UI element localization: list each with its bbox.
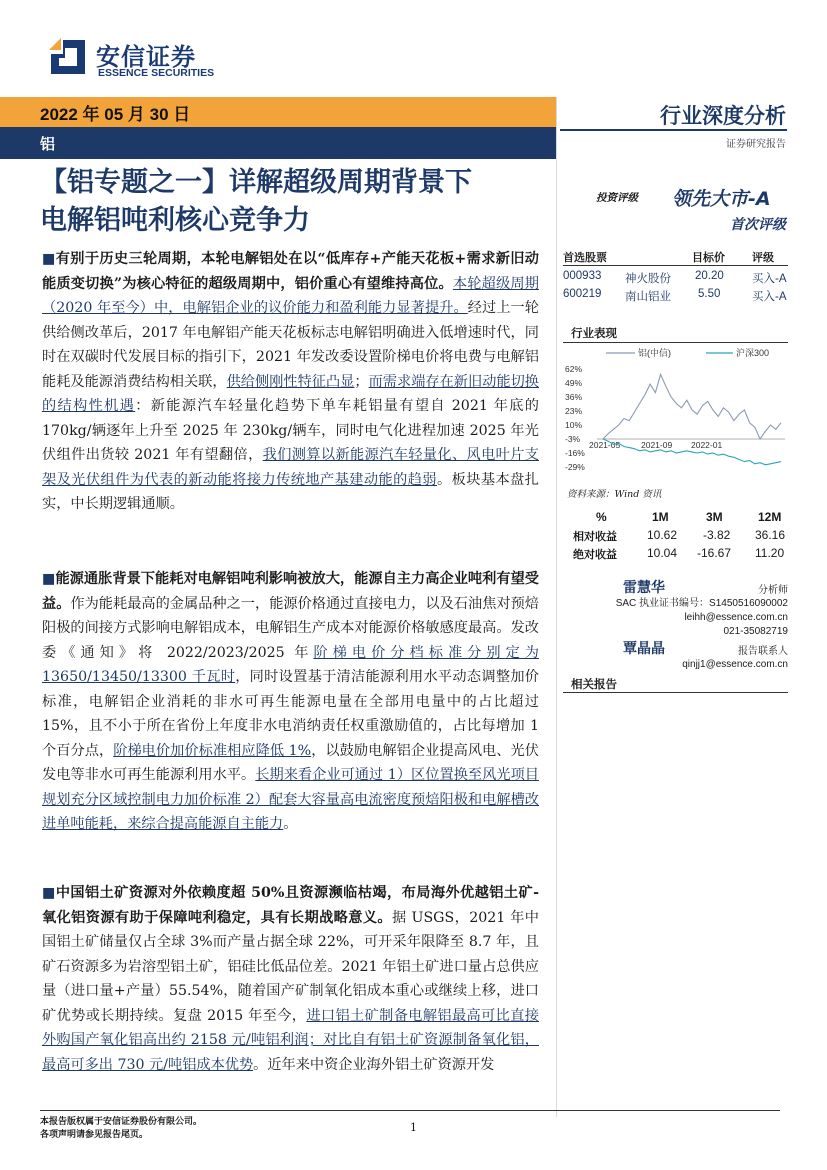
bullet-icon: ■	[42, 571, 56, 587]
footer-disclaimer	[40, 1116, 202, 1142]
related-rule	[563, 692, 788, 693]
series-line-aluminum	[603, 374, 781, 439]
text-span: ；对比自有铝土矿资源制备氧化铝，最高可多出 730 元/吨铝成本优势	[42, 1032, 539, 1073]
stocks-col-header: 首选股票	[563, 252, 607, 264]
y-tick-label: 62%	[565, 364, 583, 374]
table-header: %	[596, 510, 607, 524]
table-cell: 10.62	[647, 528, 678, 542]
legend-label-hs300: 沪深300	[736, 348, 770, 358]
column-divider	[556, 97, 557, 1117]
stock-rating: 买入-A	[752, 291, 787, 303]
rating-note: 首次评级	[730, 217, 786, 233]
text-span: ，以鼓励电解铝企业提高风电、光伏发电等非水可再生能源利用水平。	[42, 742, 539, 783]
analyst-header	[563, 577, 788, 597]
table-cell: 36.16	[755, 528, 786, 542]
text-span: 而需求端存在新旧动能切换的结构性机遇	[42, 373, 539, 414]
table-header: 1M	[652, 510, 669, 524]
legend-label-aluminum: 铝(中信)	[638, 348, 671, 358]
performance-chart	[563, 343, 788, 485]
data-source: 资料来源：Wind 资讯	[567, 489, 662, 500]
x-tick-label: 2021-05	[589, 440, 621, 450]
text-span: 进口铝土矿制备电解铝最高可比直接外购国产氧化铝高出约 2158 元/吨铝利润	[42, 1007, 539, 1048]
table-row	[563, 528, 788, 546]
footer-rule	[40, 1110, 780, 1111]
row-label: 绝对收益	[573, 548, 617, 561]
text-span: 作为能耗最高的金属品种之一，能源价格通过直接电力，以及石油焦对预焙阳极的间接方式影响电解铝成本，电解铝生产成本对能源价格敏感度最高。	[42, 595, 539, 636]
title-line-2: 电解铝吨利核心竞争力	[40, 205, 310, 236]
paragraph-lead: 有别于历史三轮周期，本轮电解铝处在以“低库存+产能天花板+需求新旧动能质变切换”为核心特征的超级周期中，铝价重心有望维持高位。	[42, 251, 539, 292]
stocks-col-header: 目标价	[692, 252, 725, 264]
stock-target: 5.50	[698, 288, 721, 300]
analyst-role: 分析师	[758, 585, 788, 596]
text-span: 经过上一轮供给侧改革后，2017 年电解铝产能天花板标志电解铝明确进入低增速时代，同时在双碳时代发展目标的指引下，2021 年发改委设置阶梯电价将电费与电解铝能耗及能源消费结构相关联，	[42, 300, 539, 390]
row-label: 相对收益	[573, 530, 617, 543]
analyst-phone: 021-35082719	[723, 626, 788, 637]
stocks-col-header: 评级	[752, 252, 774, 264]
stock-code: 600219	[563, 288, 602, 300]
performance-header-row	[563, 510, 788, 528]
contact-email[interactable]: qinjj1@essence.com.cn	[682, 659, 788, 670]
table-header: 3M	[706, 510, 723, 524]
contact-block	[563, 638, 788, 672]
bullet-icon: ■	[42, 251, 56, 267]
table-row	[563, 546, 788, 564]
contact-header	[563, 638, 788, 658]
stocks-rule	[563, 265, 788, 266]
stock-target: 20.20	[695, 270, 724, 282]
text-span: 据 USGS，2021 年中国铝土矿储量仅占全球 3%而产量占据全球 22%，可开采年限降至 8.7 年，且矿石资源多为岩溶型铝土矿，铝硅比低品位差。2021 年铝土矿进口量占总供应量（进口量+产量）55.54%，随着国产矿制氧化铝成本重心或继续上移，进口矿优势或长期持续。复盘 2015 年至今，	[42, 909, 539, 1024]
logo-icon	[47, 36, 87, 76]
stock-row	[563, 288, 788, 306]
company-logo-english: ESSENCE SECURITIES	[98, 67, 215, 79]
text-span: ；	[354, 373, 369, 390]
analyst-block	[563, 577, 788, 639]
text-span: 。	[283, 816, 298, 832]
analyst-name: 雷慧华	[623, 580, 665, 596]
text-span: 阶梯电价加价标准相应降低 1%	[113, 742, 312, 759]
industry-label: 铝	[40, 135, 56, 153]
text-span: 。板块基本盘扎实，中长期逻辑通顺。	[42, 471, 539, 512]
text-span: 供给侧刚性特征凸显	[226, 373, 355, 390]
table-cell: -3.82	[703, 528, 731, 542]
x-tick-label: 2022-01	[691, 440, 723, 450]
table-cell: 11.20	[755, 546, 785, 560]
report-subtype: 证券研究报告	[726, 139, 786, 150]
text-span: 本轮超级周期（2020 年至今）中，电解铝企业的议价能力和盈利能力显著提升。	[42, 275, 539, 316]
stock-name: 南山铝业	[625, 291, 671, 303]
y-tick-label: 49%	[565, 378, 583, 388]
table-cell: -16.67	[697, 546, 732, 560]
rating-value: 领先大市-A	[672, 188, 771, 210]
text-span: 长期来看企业可通过 1）区位置换至风光项目规划充分区域控制电力加价标准 2）配套大容量高电流密度预焙阳极和电解槽改进单吨能耗，来综合提高能源自主能力	[42, 767, 539, 832]
y-tick-label: 10%	[565, 420, 583, 430]
page-number: 1	[410, 1121, 417, 1134]
table-header: 12M	[758, 510, 782, 524]
industry-performance-title: 行业表现	[571, 328, 617, 340]
bullet-icon: ■	[42, 885, 56, 901]
stock-code: 000933	[563, 270, 602, 282]
text-span: 发改委《通知》将 2022/2023/2025 年	[42, 620, 539, 661]
table-cell: 10.04	[647, 546, 678, 560]
stock-name: 神火股份	[625, 273, 671, 285]
paragraph-3	[42, 881, 539, 1077]
contact-name: 覃晶晶	[623, 641, 665, 657]
title-line-1: 【铝专题之一】详解超级周期背景下	[40, 167, 472, 198]
related-reports-title: 相关报告	[571, 679, 617, 691]
stock-row	[563, 270, 788, 288]
x-tick-label: 2021-09	[641, 440, 673, 450]
report-type-rule	[560, 129, 787, 131]
text-span: ，同时设置基于清洁能源利用水平动态调整加价标准，电解铝企业消耗的非水可再生能源电量在全部用电量中的占比超过 15%，且不小于所在省份上年度非水电消纳责任权重激励值的，占比每增加 1 个百分点，	[42, 669, 539, 759]
text-span: 阶梯电价分档标准分别定为 13650/13450/13300 千瓦时	[42, 644, 539, 685]
paragraph-lead: 中国铝土矿资源对外依赖度超 50%且资源濒临枯竭，布局海外优越铝土矿-氧化铝资源有助于保障吨利稳定，具有长期战略意义。	[42, 885, 539, 926]
rating-label: 投资评级	[596, 192, 638, 204]
analyst-email[interactable]: leihh@essence.com.cn	[684, 612, 788, 623]
industry-bar	[0, 127, 556, 159]
footer-line: 本报告版权属于安信证券股份有限公司。	[40, 1117, 203, 1127]
report-title	[40, 164, 550, 240]
paragraph-1	[42, 247, 539, 517]
report-date: 2022 年 05 月 30 日	[40, 105, 191, 124]
contact-role: 报告联系人	[738, 646, 788, 657]
text-span: ：新能源汽车轻量化趋势下单车耗铝量有望自 2021 年底的 170kg/辆逐年上升至 2025 年 230kg/辆车，同时电气化进程加速 2025 年光伏组件出货较 2021 年有望翻倍，	[42, 398, 539, 463]
y-tick-label: 36%	[565, 392, 583, 402]
stock-rating: 买入-A	[752, 273, 787, 285]
text-span: 。近年来中资企业海外铝土矿资源开发	[253, 1056, 495, 1073]
company-logo-text: 安信证券	[96, 43, 196, 71]
y-tick-label: -3%	[565, 434, 581, 444]
y-tick-label: 23%	[565, 406, 583, 416]
y-tick-label: -29%	[565, 462, 585, 472]
y-tick-label: -16%	[565, 448, 585, 458]
performance-table	[563, 510, 788, 564]
analyst-cert: SAC 执业证书编号：S1450516090002	[615, 598, 788, 609]
report-type: 行业深度分析	[660, 104, 786, 128]
text-span: 我们测算以新能源汽车轻量化、风电叶片支架及光伏组件为代表的新动能将接力传统地产基建动能的趋弱	[42, 447, 539, 488]
paragraph-2	[42, 567, 539, 837]
paragraph-lead: 能源通胀背景下能耗对电解铝吨利影响被放大，能源自主力高企业吨利有望受益。	[42, 571, 539, 612]
footer-line: 各项声明请参见报告尾页。	[40, 1130, 149, 1140]
